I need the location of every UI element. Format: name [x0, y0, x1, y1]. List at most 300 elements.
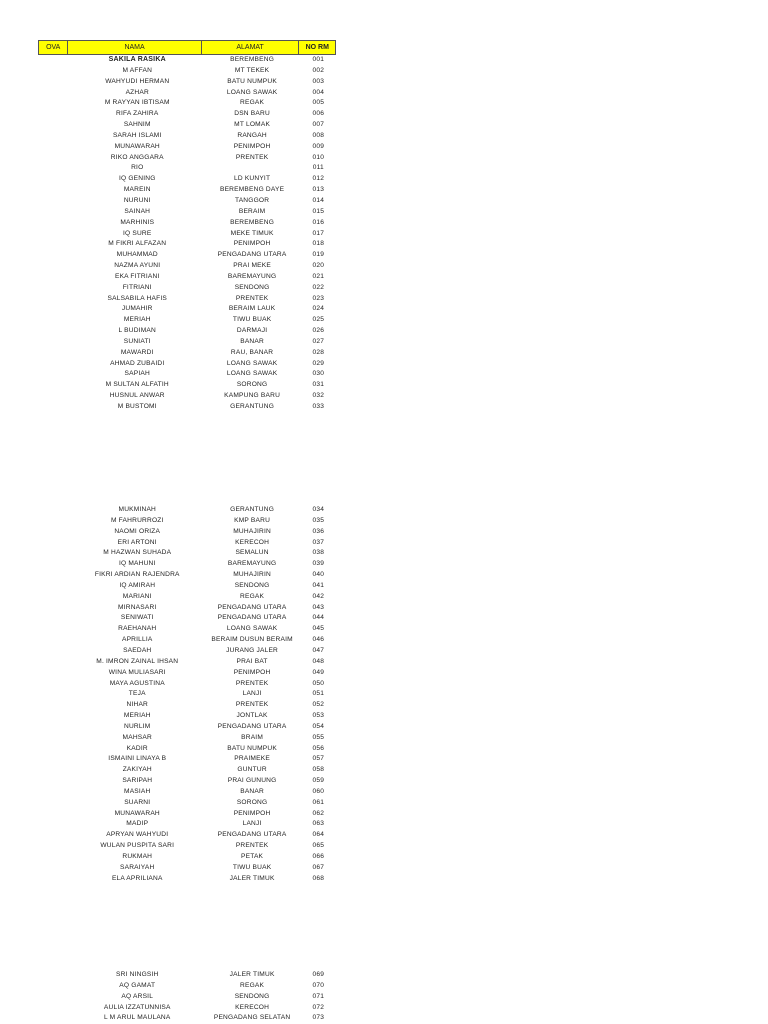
address-cell: LOANG SAWAK — [226, 370, 278, 378]
header-no-rm: NO RM — [305, 44, 329, 51]
table-row — [38, 581, 336, 592]
table-row — [38, 250, 336, 261]
address-cell: SENDONG — [234, 581, 270, 589]
record-number-cell: 067 — [312, 863, 325, 871]
address-cell: BRAIM — [241, 733, 264, 741]
table-row — [38, 66, 336, 77]
table-row — [38, 765, 336, 776]
table-row — [38, 603, 336, 614]
table-row — [38, 548, 336, 559]
address-cell: PRAI BAT — [236, 657, 268, 665]
patient-name-cell: IQ GENING — [118, 175, 156, 183]
table-row — [38, 830, 336, 841]
table-row — [38, 754, 336, 765]
record-number-cell: 004 — [312, 88, 325, 96]
table-row — [38, 304, 336, 315]
patient-name-cell: SAEDAH — [123, 646, 152, 654]
address-cell: PENGADANG UTARA — [217, 614, 287, 622]
patient-name-cell: RAEHANAH — [118, 625, 157, 633]
record-number-cell: 073 — [312, 1014, 325, 1022]
table-row — [38, 369, 336, 380]
address-cell: JALER TIMUK — [229, 874, 275, 882]
table-row — [38, 109, 336, 120]
table-row — [38, 294, 336, 305]
patient-name-cell: SUNIATI — [123, 337, 151, 345]
record-number-cell: 034 — [312, 506, 325, 513]
record-number-cell: 006 — [312, 110, 325, 118]
table-row — [38, 711, 336, 722]
address-cell: PENGADANG UTARA — [217, 722, 287, 730]
address-cell: BEREMBENG — [230, 56, 275, 63]
table-row — [38, 142, 336, 153]
address-cell: PENGADANG UTARA — [217, 831, 287, 839]
address-cell: PENIMPOH — [233, 668, 271, 676]
table-row — [38, 874, 336, 885]
record-number-cell: 038 — [312, 549, 325, 557]
patient-name-cell: IQ SURE — [122, 229, 152, 237]
patient-name-cell: MARIANI — [122, 592, 152, 600]
patient-register-sheet — [38, 40, 336, 55]
record-number-cell: 047 — [312, 646, 325, 654]
record-number-cell: 026 — [312, 327, 325, 335]
table-row — [38, 261, 336, 272]
record-number-cell: 044 — [312, 614, 325, 622]
table-row — [38, 218, 336, 229]
record-number-cell: 009 — [312, 142, 325, 150]
table-row — [38, 527, 336, 538]
record-number-cell: 068 — [312, 874, 325, 882]
patient-name-cell: SARIPAH — [122, 777, 153, 785]
patient-name-cell: MERIAH — [123, 316, 151, 324]
record-block-1 — [38, 55, 336, 413]
table-header-row — [38, 40, 336, 55]
patient-name-cell: NURLIM — [124, 722, 151, 730]
table-row — [38, 174, 336, 185]
patient-name-cell: RIO — [131, 164, 144, 172]
address-cell: MT TEKEK — [234, 66, 270, 74]
record-number-cell: 060 — [312, 787, 325, 795]
record-number-cell: 055 — [312, 733, 325, 741]
address-cell: PRENTEK — [235, 679, 269, 687]
patient-name-cell: MAHSAR — [122, 733, 152, 741]
address-cell: SORONG — [236, 798, 268, 806]
record-number-cell: 043 — [312, 603, 325, 611]
record-number-cell: 010 — [312, 153, 325, 161]
table-row — [38, 970, 336, 981]
address-cell: BAREMAYUNG — [227, 560, 277, 568]
address-cell: PETAK — [241, 853, 264, 860]
record-number-cell: 027 — [312, 337, 325, 345]
address-cell: BEREMBENG DAYE — [219, 186, 285, 194]
record-number-cell: 065 — [312, 842, 325, 850]
patient-name-cell: MAWARDI — [120, 348, 154, 356]
record-number-cell: 028 — [312, 348, 325, 356]
address-cell: JURANG JALER — [226, 646, 279, 654]
table-row — [38, 798, 336, 809]
table-row — [38, 1013, 336, 1024]
table-row — [38, 981, 336, 992]
address-cell: KAMPUNG BARU — [224, 392, 281, 400]
table-row — [38, 733, 336, 744]
patient-name-cell: SENIWATI — [120, 614, 154, 622]
address-cell: MUHAJIRIN — [233, 571, 271, 579]
table-row — [38, 787, 336, 798]
patient-name-cell: SUARNI — [124, 798, 151, 806]
patient-name-cell: MAREIN — [123, 186, 151, 194]
record-number-cell: 057 — [312, 755, 325, 763]
record-number-cell: 001 — [312, 56, 325, 63]
address-cell: TANGGOR — [234, 196, 270, 204]
record-number-cell: 014 — [312, 196, 325, 204]
address-cell: BANAR — [240, 337, 264, 345]
record-block-3 — [38, 970, 336, 1024]
table-row — [38, 668, 336, 679]
record-number-cell: 058 — [312, 766, 325, 774]
patient-name-cell: MAYA AGUSTINA — [109, 679, 165, 687]
address-cell: SEMALUN — [235, 549, 269, 557]
record-number-cell: 008 — [312, 131, 325, 139]
record-number-cell: 045 — [312, 625, 325, 633]
record-number-cell: 071 — [312, 992, 325, 1000]
record-number-cell: 062 — [312, 809, 325, 817]
address-cell: MUHAJIRIN — [233, 527, 271, 535]
address-cell: BANAR — [240, 787, 264, 795]
table-row — [38, 613, 336, 624]
table-row — [38, 722, 336, 733]
address-cell: LOANG SAWAK — [226, 359, 278, 367]
record-number-cell: 023 — [312, 294, 325, 302]
table-row — [38, 559, 336, 570]
header-nama: NAMA — [68, 41, 201, 54]
patient-name-cell: M FIKRI ALFAZAN — [108, 240, 167, 248]
address-cell: LOANG SAWAK — [226, 88, 278, 96]
patient-name-cell: SARAIYAH — [120, 863, 155, 871]
record-number-cell: 030 — [312, 370, 325, 378]
patient-name-cell: M RAYYAN IBTISAM — [104, 99, 170, 107]
table-row — [38, 239, 336, 250]
table-row — [38, 131, 336, 142]
table-row — [38, 570, 336, 581]
header-alamat: ALAMAT — [202, 41, 300, 54]
table-row — [38, 841, 336, 852]
record-number-cell: 003 — [312, 77, 325, 85]
patient-name-cell: WULAN PUSPITA SARI — [100, 842, 175, 850]
address-cell: REGAK — [240, 99, 265, 107]
address-cell: JONTLAK — [236, 712, 268, 720]
record-number-cell: 005 — [312, 99, 325, 107]
patient-name-cell: KADIR — [126, 744, 148, 752]
table-row — [38, 700, 336, 711]
patient-name-cell: AZHAR — [125, 88, 149, 96]
address-cell: KERECOH — [235, 538, 270, 546]
patient-name-cell: SAKILA RASIKA — [108, 56, 166, 63]
record-number-cell: 040 — [312, 571, 325, 579]
record-number-cell: 049 — [312, 668, 325, 676]
address-cell: KMP BARU — [234, 516, 271, 524]
patient-name-cell: SAINAH — [124, 207, 151, 215]
address-cell — [204, 163, 301, 174]
record-number-cell: 013 — [312, 186, 325, 194]
record-number-cell: 011 — [312, 164, 324, 172]
table-row — [38, 402, 336, 413]
record-number-cell: 042 — [312, 592, 325, 600]
address-cell: BEREMBENG — [230, 218, 275, 226]
table-row — [38, 689, 336, 700]
table-row — [38, 337, 336, 348]
table-row — [38, 863, 336, 874]
record-number-cell: 015 — [312, 207, 325, 215]
address-cell: MT LOMAK — [234, 121, 271, 129]
table-row — [38, 852, 336, 863]
patient-name-cell: ISMAINI LINAYA B — [108, 755, 167, 763]
address-cell: JALER TIMUK — [229, 971, 275, 978]
record-number-cell: 056 — [312, 744, 325, 752]
record-number-cell: 029 — [312, 359, 325, 367]
record-number-cell: 036 — [312, 527, 325, 535]
record-number-cell: 007 — [312, 121, 325, 129]
patient-name-cell: NURUNI — [123, 196, 151, 204]
record-number-cell: 035 — [312, 516, 325, 524]
table-row — [38, 120, 336, 131]
record-number-cell: 041 — [312, 581, 325, 589]
address-cell: KERECOH — [235, 1003, 270, 1011]
patient-name-cell: M BUSTOMI — [117, 403, 157, 410]
address-cell: LANJI — [242, 820, 262, 828]
address-cell: PRENTEK — [235, 153, 269, 161]
record-number-cell: 064 — [312, 831, 325, 839]
table-row — [38, 635, 336, 646]
table-row — [38, 657, 336, 668]
record-number-cell: 021 — [312, 272, 325, 280]
patient-name-cell: ELA APRILIANA — [111, 874, 163, 882]
address-cell: TIWU BUAK — [232, 863, 272, 871]
patient-name-cell: SAHNIM — [123, 121, 151, 129]
table-row — [38, 992, 336, 1003]
table-row — [38, 98, 336, 109]
patient-name-cell: MUHAMMAD — [116, 251, 158, 259]
record-number-cell: 016 — [312, 218, 325, 226]
record-number-cell: 002 — [312, 66, 325, 74]
patient-name-cell: M HAZWAN SUHADA — [103, 549, 172, 557]
address-cell: RANGAH — [237, 131, 267, 139]
table-row — [38, 153, 336, 164]
address-cell: GERANTUNG — [230, 506, 275, 513]
table-row — [38, 776, 336, 787]
record-number-cell: 061 — [312, 798, 325, 806]
table-row — [38, 272, 336, 283]
table-row — [38, 809, 336, 820]
patient-name-cell: ZAKIYAH — [122, 766, 152, 774]
table-row — [38, 380, 336, 391]
table-row — [38, 819, 336, 830]
patient-name-cell: NAZMA AYUNI — [114, 262, 161, 270]
patient-name-cell: M SULTAN ALFATIH — [105, 381, 169, 389]
patient-name-cell: M. IMRON ZAINAL IHSAN — [96, 657, 179, 665]
record-number-cell: 017 — [312, 229, 325, 237]
patient-name-cell: RIFA ZAHIRA — [115, 110, 159, 118]
patient-name-cell: NAOMI ORIZA — [114, 527, 161, 535]
table-row — [38, 348, 336, 359]
table-row — [38, 283, 336, 294]
patient-name-cell: MASIAH — [124, 787, 151, 795]
record-number-cell: 069 — [312, 971, 325, 978]
address-cell: SORONG — [236, 381, 268, 389]
record-number-cell: 050 — [312, 679, 325, 687]
patient-name-cell: ERI ARTONI — [117, 538, 157, 546]
record-number-cell: 039 — [312, 560, 325, 568]
address-cell: BAREMAYUNG — [227, 272, 277, 280]
patient-name-cell: RUKMAH — [122, 853, 153, 860]
record-number-cell: 046 — [312, 636, 325, 644]
table-row — [38, 196, 336, 207]
record-number-cell: 066 — [312, 853, 325, 860]
record-number-cell: 053 — [312, 712, 325, 720]
address-cell: BATU NUMPUK — [227, 77, 277, 85]
table-row — [38, 516, 336, 527]
patient-name-cell: WINA MULIASARI — [108, 668, 166, 676]
table-row — [38, 646, 336, 657]
patient-name-cell: L M ARUL MAULANA — [104, 1014, 171, 1022]
table-row — [38, 55, 336, 66]
patient-name-cell: IQ MAHUNI — [118, 560, 156, 568]
record-number-cell: 072 — [312, 1003, 325, 1011]
address-cell: LOANG SAWAK — [226, 625, 278, 633]
record-number-cell: 037 — [312, 538, 325, 546]
record-number-cell: 022 — [312, 283, 325, 291]
table-row — [38, 77, 336, 88]
patient-name-cell: NIHAR — [126, 701, 148, 709]
address-cell: PRENTEK — [235, 701, 269, 709]
table-row — [38, 624, 336, 635]
patient-name-cell: MUNAWARAH — [114, 809, 160, 817]
address-cell: RAU, BANAR — [230, 348, 274, 356]
address-cell: PRENTEK — [235, 294, 269, 302]
patient-name-cell: TEJA — [128, 690, 146, 698]
address-cell: REGAK — [240, 592, 265, 600]
table-row — [38, 359, 336, 370]
patient-name-cell: FITRIANI — [122, 283, 152, 291]
patient-name-cell: AQ GAMAT — [119, 981, 156, 989]
address-cell: LANJI — [242, 690, 262, 698]
address-cell: PENGADANG SELATAN — [213, 1014, 291, 1022]
record-number-cell: 024 — [312, 305, 325, 313]
patient-name-cell: AQ ARSIL — [121, 992, 154, 1000]
record-number-cell: 031 — [312, 381, 325, 389]
table-row — [38, 185, 336, 196]
record-number-cell: 018 — [312, 240, 325, 248]
record-number-cell: 054 — [312, 722, 325, 730]
record-number-cell: 020 — [312, 262, 325, 270]
record-number-cell: 019 — [312, 251, 325, 259]
address-cell: LD KUNYIT — [233, 175, 271, 183]
patient-name-cell: MUKMINAH — [118, 506, 156, 513]
address-cell: REGAK — [240, 981, 265, 989]
patient-name-cell: SAPIAH — [124, 370, 150, 378]
table-row — [38, 505, 336, 516]
patient-name-cell: SARAH ISLAMI — [112, 131, 162, 139]
record-number-cell: 032 — [312, 392, 325, 400]
record-number-cell: 025 — [312, 316, 325, 324]
address-cell: SENDONG — [234, 283, 270, 291]
table-row — [38, 326, 336, 337]
patient-name-cell: MIRNASARI — [118, 603, 157, 611]
address-cell: BERAIM LAUK — [228, 305, 276, 313]
table-row — [38, 315, 336, 326]
patient-name-cell: AHMAD ZUBAIDI — [110, 359, 165, 367]
table-row — [38, 163, 336, 174]
patient-name-cell: SALSABILA HAFIS — [107, 294, 167, 302]
address-cell: PENIMPOH — [233, 240, 271, 248]
table-row — [38, 538, 336, 549]
patient-name-cell: JUMAHIR — [121, 305, 153, 313]
patient-name-cell: WAHYUDI HERMAN — [105, 77, 170, 85]
patient-name-cell: RIKO ANGGARA — [110, 153, 164, 161]
patient-name-cell: MERIAH — [123, 712, 151, 720]
record-block-2 — [38, 505, 336, 885]
address-cell: GUNTUR — [237, 766, 267, 774]
table-row — [38, 88, 336, 99]
address-cell: DSN BARU — [234, 110, 270, 118]
table-row — [38, 744, 336, 755]
address-cell: PRAI GUNUNG — [227, 777, 277, 785]
patient-name-cell: L BUDIMAN — [118, 327, 156, 335]
patient-name-cell: MADIP — [126, 820, 149, 828]
patient-name-cell: MUNAWARAH — [114, 142, 160, 150]
table-row — [38, 207, 336, 218]
table-row — [38, 1003, 336, 1014]
record-number-cell: 033 — [312, 403, 325, 410]
address-cell: DARMAJI — [236, 327, 268, 335]
table-row — [38, 679, 336, 690]
record-number-cell: 059 — [312, 777, 325, 785]
patient-name-cell: HUSNUL ANWAR — [109, 392, 165, 400]
patient-name-cell: IQ AMIRAH — [119, 581, 156, 589]
address-cell: PENIMPOH — [233, 809, 271, 817]
address-cell: PENGADANG UTARA — [217, 603, 287, 611]
address-cell: PENGADANG UTARA — [217, 251, 287, 259]
address-cell: BATU NUMPUK — [227, 744, 277, 752]
record-number-cell: 048 — [312, 657, 325, 665]
patient-name-cell: FIKRI ARDIAN RAJENDRA — [94, 571, 180, 579]
record-number-cell: 063 — [312, 820, 325, 828]
patient-name-cell: SRI NINGSIH — [116, 971, 159, 978]
address-cell: BERAIM DUSUN BERAIM — [211, 636, 293, 644]
address-cell: SENDONG — [234, 992, 270, 1000]
address-cell: PENIMPOH — [233, 142, 271, 150]
patient-name-cell: M FAHRURROZI — [110, 516, 164, 524]
address-cell: MEKE TIMUK — [230, 229, 274, 237]
table-row — [38, 229, 336, 240]
address-cell: TIWU BUAK — [232, 316, 272, 324]
address-cell: PRENTEK — [235, 842, 269, 850]
patient-name-cell: M AFFAN — [122, 66, 153, 74]
patient-name-cell: MARHINIS — [120, 218, 155, 226]
table-row — [38, 592, 336, 603]
address-cell: PRAI MEKE — [233, 262, 271, 270]
record-number-cell: 070 — [312, 981, 325, 989]
record-number-cell: 052 — [312, 701, 325, 709]
table-row — [38, 391, 336, 402]
address-cell: GERANTUNG — [230, 403, 275, 410]
address-cell: PRAIMEKE — [234, 755, 270, 763]
address-cell: BERAIM — [238, 207, 266, 215]
patient-name-cell: AULIA IZZATUNNISA — [103, 1003, 171, 1011]
patient-name-cell: APRYAN WAHYUDI — [106, 831, 169, 839]
header-ova: OVA — [39, 41, 68, 54]
patient-name-cell: EKA FITRIANI — [114, 272, 160, 280]
patient-name-cell: APRILLIA — [121, 636, 153, 644]
record-number-cell: 051 — [312, 690, 325, 698]
